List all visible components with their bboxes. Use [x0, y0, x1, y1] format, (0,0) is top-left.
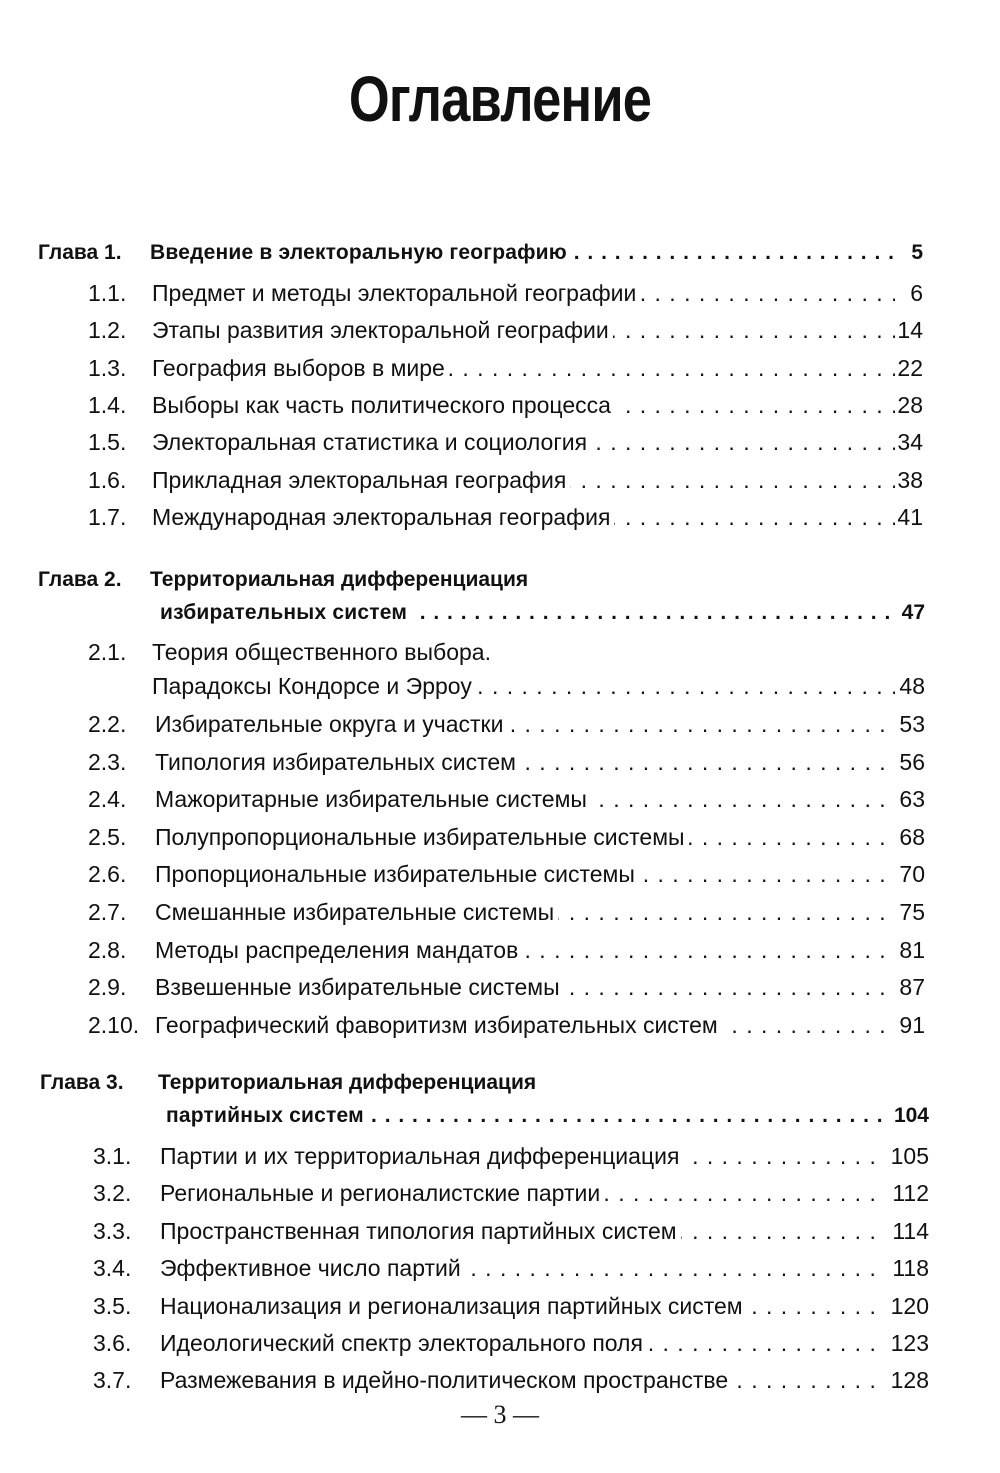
chapter-title-line2: партийных систем	[166, 1104, 368, 1127]
chapter-number: Глава 2.	[38, 568, 122, 591]
page-number: 112	[892, 1180, 929, 1207]
section-title: Смешанные избирательные системы	[155, 899, 558, 925]
page-number: 56	[899, 748, 925, 775]
section-title: Методы распределения мандатов	[155, 937, 522, 963]
section-number: 2.2.	[88, 711, 127, 737]
section-number: 2.4.	[88, 786, 127, 813]
page-number: 38	[897, 466, 923, 493]
section-number: 1.5.	[88, 429, 127, 456]
page-number: 81	[899, 936, 925, 963]
section-number: 3.7.	[93, 1367, 132, 1394]
section-title-line2: Парадоксы Кондорсе и Эрроу	[152, 673, 476, 699]
page-number: 63	[899, 786, 925, 813]
chapter-number: Глава 1.	[38, 241, 122, 264]
page-number: 22	[897, 354, 923, 381]
page-number: 123	[890, 1330, 929, 1356]
page-number: 118	[892, 1255, 929, 1282]
page-number: 41	[897, 503, 923, 530]
section-number: 3.4.	[93, 1255, 132, 1282]
page-number: 48	[899, 673, 925, 699]
section-title: Электоральная статистика и социология	[152, 429, 591, 455]
section-number: 1.7.	[88, 503, 127, 530]
section-title: География выборов в мире	[152, 355, 449, 381]
section-title: Размежевания в идейно-политическом пространстве	[160, 1367, 732, 1393]
section-number: 3.1.	[93, 1143, 132, 1169]
section-number: 3.3.	[93, 1217, 132, 1244]
section-number: 2.8.	[88, 936, 127, 963]
page-number: 105	[890, 1143, 929, 1169]
section-title: Полупропорциональные избирательные системы	[155, 824, 689, 850]
section-title: Международная электоральная география	[152, 504, 614, 530]
section-title: Мажоритарные избирательные системы	[155, 786, 591, 812]
page-number: 28	[897, 391, 923, 418]
section-title: Географический фаворитизм избирательных систем	[155, 1012, 722, 1038]
section-title: Предмет и методы электоральной географии	[152, 280, 640, 306]
section-title: Избирательные округа и участки	[155, 711, 507, 737]
section-title: Этапы развития электоральной географии	[152, 317, 613, 343]
page-number: 70	[899, 861, 925, 888]
page-number: 68	[899, 823, 925, 850]
page-number: 53	[899, 711, 925, 737]
chapter-title-line2: избирательных систем	[160, 601, 411, 624]
page-number: 104	[893, 1104, 929, 1127]
page-number: 75	[899, 899, 925, 925]
section-number: 2.3.	[88, 748, 127, 775]
chapter-title: Введение в электоральную географию	[150, 241, 571, 264]
chapter-title-line1: Территориальная дифференциация	[158, 1071, 537, 1094]
section-number: 1.1.	[88, 280, 127, 306]
section-title: Партии и их территориальная дифференциация	[160, 1143, 683, 1169]
section-number: 2.10.	[88, 1011, 140, 1038]
section-number: 1.4.	[88, 391, 127, 418]
section-number: 2.1.	[88, 639, 127, 665]
section-title: Пропорциональные избирательные системы	[155, 861, 639, 887]
page-number: 34	[897, 429, 923, 456]
section-number: 2.5.	[88, 823, 127, 850]
chapter-number: Глава 3.	[40, 1071, 124, 1094]
page-number: 14	[897, 317, 923, 344]
section-title: Пространственная типология партийных систем	[160, 1218, 681, 1244]
section-number: 1.6.	[88, 466, 127, 493]
page-number: 114	[892, 1217, 929, 1244]
page-number: 5	[911, 241, 923, 264]
section-title: Региональные и регионалистские партии	[160, 1180, 604, 1206]
page-number: 6	[910, 280, 923, 306]
page-number: 120	[890, 1292, 929, 1319]
section-title: Взвешенные избирательные системы	[155, 974, 564, 1000]
section-title: Выборы как часть политического процесса	[152, 392, 615, 418]
page-number: 128	[890, 1367, 929, 1394]
page-number: 47	[901, 601, 925, 624]
section-title: Типология избирательных систем	[155, 749, 520, 775]
section-title-line1: Теория общественного выбора.	[152, 639, 491, 665]
page-number: 91	[899, 1011, 925, 1038]
section-title: Идеологический спектр электорального поля	[160, 1330, 647, 1356]
section-title: Эффективное число партий	[160, 1255, 465, 1281]
section-number: 1.2.	[88, 317, 127, 344]
section-number: 2.6.	[88, 861, 127, 888]
chapter-title-line1: Территориальная дифференциация	[150, 568, 529, 591]
section-number: 3.6.	[93, 1330, 132, 1356]
page-number: 87	[899, 974, 925, 1001]
section-number: 2.7.	[88, 899, 127, 925]
page-title: Оглавление	[348, 63, 652, 135]
section-title: Национализация и регионализация партийных систем	[160, 1293, 747, 1319]
section-number: 3.2.	[93, 1180, 132, 1207]
section-number: 1.3.	[88, 354, 127, 381]
section-title: Прикладная электоральная география	[152, 467, 570, 493]
page-footer: — 3 —	[461, 1400, 539, 1429]
section-number: 3.5.	[93, 1292, 132, 1319]
section-number: 2.9.	[88, 974, 127, 1001]
